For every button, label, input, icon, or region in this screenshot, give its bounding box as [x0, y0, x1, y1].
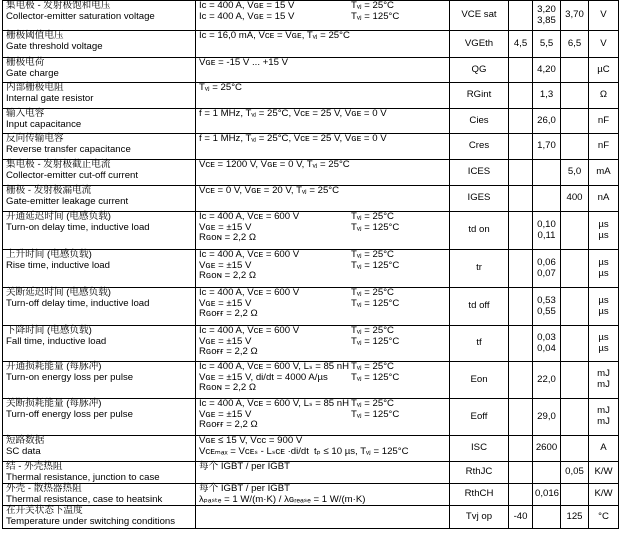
condition-line: Iᴄ = 16,0 mA, Vᴄᴇ = Vɢᴇ, Tᵥⱼ = 25°C — [199, 30, 350, 41]
conditions-cell — [196, 250, 450, 288]
typical-value-cell — [533, 160, 561, 186]
temperature-condition: Tᵥⱼ = 125°C — [351, 335, 400, 347]
parameter-name-zh: 开通损耗能量 (每脉冲) — [6, 361, 102, 372]
condition-line: f = 1 MHz, Tᵥⱼ = 25°C, Vᴄᴇ = 25 V, Vɢᴇ = 0 V — [199, 133, 387, 144]
max-value-cell — [561, 484, 589, 506]
max-value-cell — [561, 83, 589, 109]
parameter-name-zh: 短路数据 — [6, 435, 45, 446]
conditions-cell — [196, 399, 450, 436]
conditions-cell — [196, 288, 450, 326]
condition-line: Vɢᴇ = ±15 V, di/dt = 4000 A/µs — [199, 371, 328, 383]
max-value-cell: 125 — [561, 506, 589, 528]
parameter-name-cell — [3, 436, 196, 462]
typical-value-cell: 22,0 — [533, 362, 561, 399]
min-value-cell — [509, 186, 533, 212]
condition-line: 每个 IGBT / per IGBT — [199, 483, 290, 495]
typical-value-cell: 0,016 — [533, 484, 561, 506]
typical-value-cell — [533, 186, 561, 212]
parameter-name-cell — [3, 484, 196, 506]
symbol-cell: RGint — [450, 83, 509, 109]
parameter-name-en: Reverse transfer capacitance — [6, 143, 131, 155]
unit-cell: nF — [589, 134, 619, 160]
typical-value-cell: 3,20 3,85 — [533, 1, 561, 31]
typical-value-cell: 4,20 — [533, 58, 561, 83]
temperature-condition: Tᵥⱼ = 125°C — [351, 259, 400, 271]
temperature-condition: Tᵥⱼ = 125°C — [351, 297, 400, 309]
parameter-name-en: Turn-off delay time, inductive load — [6, 297, 150, 309]
parameter-name-zh: 集电极 - 发射极饱和电压 — [6, 0, 111, 11]
min-value-cell — [509, 58, 533, 83]
max-value-cell: 3,70 — [561, 1, 589, 31]
conditions-cell — [196, 160, 450, 186]
unit-cell: K/W — [589, 462, 619, 484]
parameter-name-en: Rise time, inductive load — [6, 259, 110, 271]
max-value-cell — [561, 399, 589, 436]
parameter-name-zh: 上升时间 (电感负载) — [6, 249, 92, 260]
max-value-cell — [561, 436, 589, 462]
parameter-name-cell — [3, 288, 196, 326]
parameter-name-cell — [3, 326, 196, 362]
typical-value-cell: 0,53 0,55 — [533, 288, 561, 326]
table-row — [3, 31, 619, 58]
parameter-name-cell — [3, 506, 196, 528]
min-value-cell — [509, 399, 533, 436]
min-value-cell — [509, 83, 533, 109]
max-value-cell — [561, 326, 589, 362]
conditions-cell — [196, 436, 450, 462]
parameter-name-zh: 栅极电荷 — [6, 57, 45, 68]
max-value-cell — [561, 250, 589, 288]
typical-value-cell: 0,06 0,07 — [533, 250, 561, 288]
parameter-name-en: Fall time, inductive load — [6, 335, 107, 347]
min-value-cell — [509, 436, 533, 462]
symbol-cell: Cres — [450, 134, 509, 160]
min-value-cell — [509, 326, 533, 362]
parameter-name-zh: 结 - 外壳热阻 — [6, 461, 63, 472]
unit-cell: nF — [589, 109, 619, 134]
unit-cell: µs µs — [589, 250, 619, 288]
temperature-condition: Tᵥⱼ = 25°C — [351, 287, 394, 298]
parameter-name-zh: 在开关状态下温度 — [6, 505, 83, 517]
unit-cell: K/W — [589, 484, 619, 506]
typical-value-cell: 0,03 0,04 — [533, 326, 561, 362]
condition-line: Iᴄ = 400 A, Vᴄᴇ = 600 V — [199, 249, 300, 260]
temperature-condition: Tᵥⱼ = 25°C — [351, 325, 394, 336]
typical-value-cell: 0,10 0,11 — [533, 212, 561, 250]
unit-cell: nA — [589, 186, 619, 212]
table-row — [3, 436, 619, 462]
parameter-name-cell — [3, 362, 196, 399]
temperature-condition: Tᵥⱼ = 25°C — [351, 398, 394, 409]
temperature-condition: Tᵥⱼ = 125°C — [351, 371, 400, 383]
table-row — [3, 288, 619, 326]
conditions-cell — [196, 484, 450, 506]
min-value-cell — [509, 250, 533, 288]
table-body — [3, 1, 619, 529]
condition-line: λₚₐₛₜₑ = 1 W/(m·K) / λɢᵣₑₐₛₑ = 1 W/(m·K) — [199, 493, 366, 505]
symbol-cell: VGEth — [450, 31, 509, 58]
parameter-name-zh: 关断损耗能量 (每脉冲) — [6, 398, 102, 409]
condition-line: Vɢᴇ = ±15 V — [199, 259, 252, 271]
parameter-name-en: Gate-emitter leakage current — [6, 195, 129, 207]
max-value-cell — [561, 212, 589, 250]
table-row — [3, 186, 619, 212]
unit-cell: A — [589, 436, 619, 462]
parameter-name-cell — [3, 31, 196, 58]
temperature-condition: Tᵥⱼ = 125°C — [351, 221, 400, 233]
max-value-cell: 5,0 — [561, 160, 589, 186]
parameter-name-en: Internal gate resistor — [6, 92, 94, 104]
conditions-cell — [196, 506, 450, 528]
table-row — [3, 506, 619, 528]
condition-line: Iᴄ = 400 A, Vᴄᴇ = 600 V — [199, 325, 300, 336]
max-value-cell — [561, 134, 589, 160]
parameter-name-zh: 集电极 - 发射极截止电流 — [6, 159, 111, 170]
parameter-name-cell — [3, 1, 196, 31]
symbol-cell: RthJC — [450, 462, 509, 484]
parameter-name-cell — [3, 160, 196, 186]
conditions-cell — [196, 134, 450, 160]
parameter-name-zh: 外壳 - 散热器热阻 — [6, 483, 82, 495]
igbt-characteristics-table — [2, 0, 619, 529]
parameter-name-en: Turn-off energy loss per pulse — [6, 408, 133, 420]
condition-line: Iᴄ = 400 A, Vɢᴇ = 15 V — [199, 10, 295, 22]
parameter-name-zh: 下降时间 (电感负载) — [6, 325, 92, 336]
unit-cell: mA — [589, 160, 619, 186]
temperature-condition: Tᵥⱼ = 25°C — [351, 361, 394, 372]
table-row — [3, 326, 619, 362]
min-value-cell — [509, 1, 533, 31]
parameter-name-en: SC data — [6, 445, 41, 457]
table-row — [3, 484, 619, 506]
parameter-name-cell — [3, 186, 196, 212]
condition-line: Iᴄ = 400 A, Vᴄᴇ = 600 V, Lₛ = 85 nH — [199, 398, 350, 409]
conditions-cell — [196, 462, 450, 484]
conditions-cell — [196, 1, 450, 31]
conditions-cell — [196, 362, 450, 399]
temperature-condition: Tᵥⱼ = 25°C — [351, 249, 394, 260]
condition-line: Vᴄᴇ = 0 V, Vɢᴇ = 20 V, Tᵥⱼ = 25°C — [199, 185, 340, 196]
symbol-cell: Cies — [450, 109, 509, 134]
max-value-cell — [561, 58, 589, 83]
symbol-cell: ICES — [450, 160, 509, 186]
symbol-cell: QG — [450, 58, 509, 83]
max-value-cell: 400 — [561, 186, 589, 212]
unit-cell: µs µs — [589, 288, 619, 326]
max-value-cell: 0,05 — [561, 462, 589, 484]
condition-line: Rɢᴏғғ = 2,2 Ω — [199, 419, 258, 431]
parameter-name-cell — [3, 462, 196, 484]
min-value-cell — [509, 134, 533, 160]
condition-line: Rɢᴏɴ = 2,2 Ω — [199, 270, 257, 282]
conditions-cell — [196, 109, 450, 134]
condition-line: Vɢᴇ = ±15 V — [199, 221, 252, 233]
parameter-name-cell — [3, 109, 196, 134]
condition-line: 每个 IGBT / per IGBT — [199, 461, 290, 472]
condition-line: Vɢᴇ = ±15 V — [199, 335, 252, 347]
typical-value-cell: 29,0 — [533, 399, 561, 436]
unit-cell: Ω — [589, 83, 619, 109]
unit-cell: mJ mJ — [589, 399, 619, 436]
table-row — [3, 362, 619, 399]
parameter-name-cell — [3, 250, 196, 288]
temperature-condition: Tᵥⱼ = 125°C — [351, 408, 400, 420]
min-value-cell — [509, 212, 533, 250]
condition-line: Vɢᴇ ≤ 15 V, Vᴄᴄ = 900 V — [199, 435, 303, 446]
symbol-cell: Tvj op — [450, 506, 509, 528]
condition-line: Vɢᴇ = ±15 V — [199, 297, 252, 309]
table-row — [3, 250, 619, 288]
table-row — [3, 109, 619, 134]
parameter-name-en: Temperature under switching conditions — [6, 515, 176, 527]
symbol-cell: td off — [450, 288, 509, 326]
condition-line: f = 1 MHz, Tᵥⱼ = 25°C, Vᴄᴇ = 25 V, Vɢᴇ = 0 V — [199, 108, 387, 119]
parameter-name-zh: 关断延迟时间 (电感负载) — [6, 287, 111, 298]
condition-line: Iᴄ = 400 A, Vᴄᴇ = 600 V — [199, 211, 300, 222]
parameter-name-en: Collector-emitter saturation voltage — [6, 10, 155, 22]
parameter-name-cell — [3, 399, 196, 436]
min-value-cell — [509, 288, 533, 326]
condition-line: Vɢᴇ = -15 V ... +15 V — [199, 57, 288, 68]
symbol-cell: Eon — [450, 362, 509, 399]
max-value-cell — [561, 288, 589, 326]
symbol-cell: tr — [450, 250, 509, 288]
min-value-cell — [509, 462, 533, 484]
condition-line: Vᴄᴇ = 1200 V, Vɢᴇ = 0 V, Tᵥⱼ = 25°C — [199, 159, 350, 170]
typical-value-cell: 26,0 — [533, 109, 561, 134]
min-value-cell — [509, 109, 533, 134]
conditions-cell — [196, 326, 450, 362]
max-value-cell: 6,5 — [561, 31, 589, 58]
max-value-cell — [561, 362, 589, 399]
parameter-name-en: Collector-emitter cut-off current — [6, 169, 139, 181]
parameter-name-zh: 栅极 - 发射极漏电流 — [6, 185, 92, 196]
symbol-cell: RthCH — [450, 484, 509, 506]
parameter-name-en: Thermal resistance, case to heatsink — [6, 493, 163, 505]
typical-value-cell — [533, 506, 561, 528]
unit-cell: °C — [589, 506, 619, 528]
unit-cell: mJ mJ — [589, 362, 619, 399]
parameter-name-zh: 内部栅极电阻 — [6, 82, 64, 93]
table-row — [3, 58, 619, 83]
parameter-name-cell — [3, 212, 196, 250]
conditions-cell — [196, 31, 450, 58]
parameter-name-en: Turn-on delay time, inductive load — [6, 221, 150, 233]
unit-cell: µs µs — [589, 326, 619, 362]
condition-line: Rɢᴏғғ = 2,2 Ω — [199, 308, 258, 320]
parameter-name-en: Thermal resistance, junction to case — [6, 471, 160, 483]
typical-value-cell: 2600 — [533, 436, 561, 462]
temperature-condition: Tᵥⱼ = 25°C — [351, 211, 394, 222]
conditions-cell — [196, 83, 450, 109]
condition-line: Rɢᴏғғ = 2,2 Ω — [199, 346, 258, 358]
unit-cell: µC — [589, 58, 619, 83]
symbol-cell: tf — [450, 326, 509, 362]
min-value-cell: 4,5 — [509, 31, 533, 58]
condition-line: Tᵥⱼ = 25°C — [199, 82, 242, 93]
table-row — [3, 212, 619, 250]
parameter-name-en: Input capacitance — [6, 118, 82, 130]
conditions-cell — [196, 186, 450, 212]
conditions-cell — [196, 212, 450, 250]
min-value-cell — [509, 362, 533, 399]
condition-line: Vɢᴇ = ±15 V — [199, 408, 252, 420]
symbol-cell: IGES — [450, 186, 509, 212]
condition-line: Rɢᴏɴ = 2,2 Ω — [199, 232, 257, 244]
parameter-name-en: Gate threshold voltage — [6, 40, 103, 52]
symbol-cell: ISC — [450, 436, 509, 462]
parameter-name-zh: 栅极阈值电压 — [6, 30, 64, 41]
parameter-name-zh: 开通延迟时间 (电感负载) — [6, 211, 111, 222]
condition-line: Iᴄ = 400 A, Vᴄᴇ = 600 V — [199, 287, 300, 298]
typical-value-cell: 1,3 — [533, 83, 561, 109]
typical-value-cell: 1,70 — [533, 134, 561, 160]
table-row — [3, 83, 619, 109]
parameter-name-en: Turn-on energy loss per pulse — [6, 371, 134, 383]
condition-line: Vᴄᴇₘₐₓ = Vᴄᴇₛ - Lₛᴄᴇ ·di/dt — [199, 445, 309, 457]
max-value-cell — [561, 109, 589, 134]
table-row — [3, 134, 619, 160]
table-row — [3, 462, 619, 484]
temperature-condition: tₚ ≤ 10 µs, Tᵥⱼ = 125°C — [314, 445, 409, 457]
condition-line: Iᴄ = 400 A, Vɢᴇ = 15 V — [199, 0, 295, 11]
table-row — [3, 399, 619, 436]
parameter-name-zh: 反向传输电容 — [6, 133, 64, 144]
typical-value-cell: 5,5 — [533, 31, 561, 58]
typical-value-cell — [533, 462, 561, 484]
min-value-cell: -40 — [509, 506, 533, 528]
conditions-cell — [196, 58, 450, 83]
unit-cell: V — [589, 1, 619, 31]
table-row — [3, 1, 619, 31]
unit-cell: V — [589, 31, 619, 58]
symbol-cell: VCE sat — [450, 1, 509, 31]
parameter-name-zh: 输入电容 — [6, 108, 45, 119]
condition-line: Iᴄ = 400 A, Vᴄᴇ = 600 V, Lₛ = 85 nH — [199, 361, 350, 372]
parameter-name-cell — [3, 83, 196, 109]
min-value-cell — [509, 160, 533, 186]
table-row — [3, 160, 619, 186]
parameter-name-cell — [3, 58, 196, 83]
parameter-name-en: Gate charge — [6, 67, 59, 79]
symbol-cell: Eoff — [450, 399, 509, 436]
temperature-condition: Tᵥⱼ = 125°C — [351, 10, 400, 22]
condition-line: Rɢᴏɴ = 2,2 Ω — [199, 382, 257, 394]
temperature-condition: Tᵥⱼ = 25°C — [351, 0, 394, 11]
symbol-cell: td on — [450, 212, 509, 250]
min-value-cell — [509, 484, 533, 506]
unit-cell: µs µs — [589, 212, 619, 250]
parameter-name-cell — [3, 134, 196, 160]
